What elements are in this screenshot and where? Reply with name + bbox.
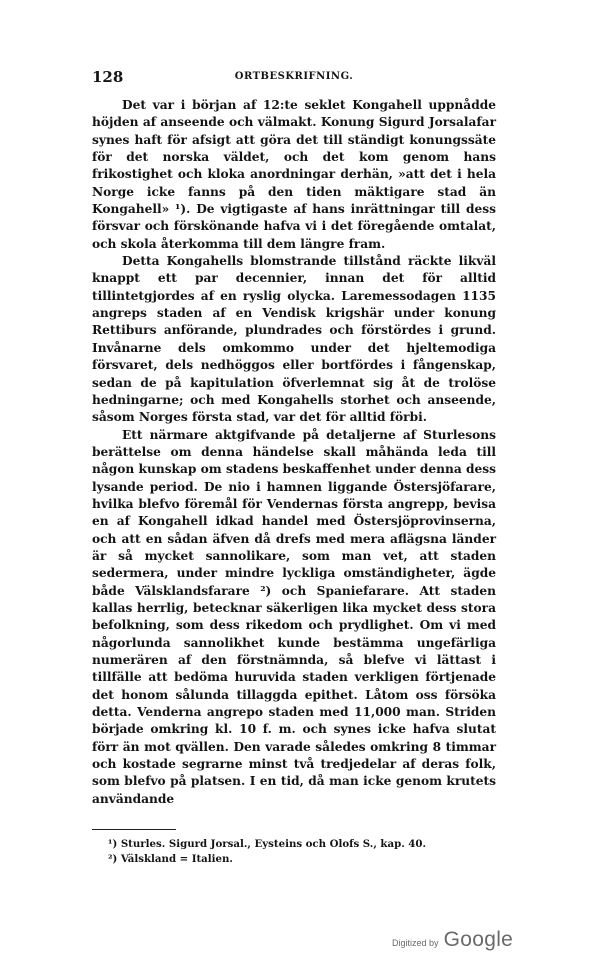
footnote: ¹) Sturles. Sigurd Jorsal., Eysteins och Olofs S., kap. 40. [108, 838, 427, 850]
paragraph: Det var i början af 12:te seklet Kongahell uppnådde höjden af anseende och välmakt. Konung Sigurd Jorsalafar synes haft för afsigt att göra det till ständigt konungssäte för det norska väldet, och det kom genom hans frikostighet och kloka anordningar derhän, »att det i hela Norge icke fanns på den tiden mäktigare stad än Kongahell» ¹). De vigtigaste af hans inrättningar till dess försvar och förskönande hafva vi i det föregående omtalat, och skola återkomma till dem längre fram. [92, 98, 496, 251]
running-head: ORTBESKRIFNING. [234, 71, 354, 82]
digitized-by-watermark [392, 928, 513, 952]
watermark-prefix: Digitized by [392, 938, 439, 948]
paragraph: Detta Kongahells blomstrande tillstånd räckte likväl knappt ett par decennier, innan det för alltid tillintetgjordes af en ryslig olycka. Laremessodagen 1135 angreps staden af en Vendisk krigshär under konung Rettiburs anförande, plundrades och förstördes i grund. Invånarne dels omkommo under det hjeltemodiga försvaret, dels nedhöggos eller bortfördes i fångenskap, sedan de på kapitulation öfverlemnat sig åt de trolöse hedningarne; och med Kongahells storhet och anseende, såsom Norges första stad, var det för alltid förbi. [92, 254, 496, 425]
page-number: 128 [92, 68, 124, 86]
footnotes [108, 837, 488, 867]
footnote: ²) Välskland = Italien. [108, 853, 233, 865]
page-header [92, 68, 496, 88]
google-logo: Google [443, 928, 514, 951]
paragraph: Ett närmare aktgifvande på detaljerne af Sturlesons berättelse om denna händelse skall måhända leda till någon kunskap om stadens beskaffenhet under denna dess lysande period. De nio i hamnen liggande Östersjöfarare, hvilka blefvo föremål för Vendernas första angrepp, bevisa en af Kongahell idkad handel med Östersjöprovinserna, och att en sådan äfven då drefs med mera aflägsna länder är så mycket sannolikare, som man vet, att staden sedermera, under mindre lyckliga omständigheter, ägde både Välsklandsfarare ²) och Spaniefarare. Att staden kallas herrlig, betecknar säkerligen lika mycket dess stora befolkning, som dess rikedom och prydlighet. Om vi med någorlunda sannolikhet kunde bestämma ungefärliga numerären af den förstnämnda, så blefve vi lättast i tillfälle att bedöma huruvida staden verkligen förtjenade det honom sålunda tillaggda epithet. Låtom oss försöka detta. Venderna angrepo staden med 11,000 man. Striden började omkring kl. 10 f. m. och synes icke hafva slutat förr än mot qvällen. Den varade således omkring 8 timmar och kostade segrarne minst två tredjedelar af deras folk, som blefvo på platsen. I en tid, då man icke genom krutets användande [92, 427, 496, 806]
footnote-divider [92, 829, 176, 830]
body-text [92, 97, 496, 808]
